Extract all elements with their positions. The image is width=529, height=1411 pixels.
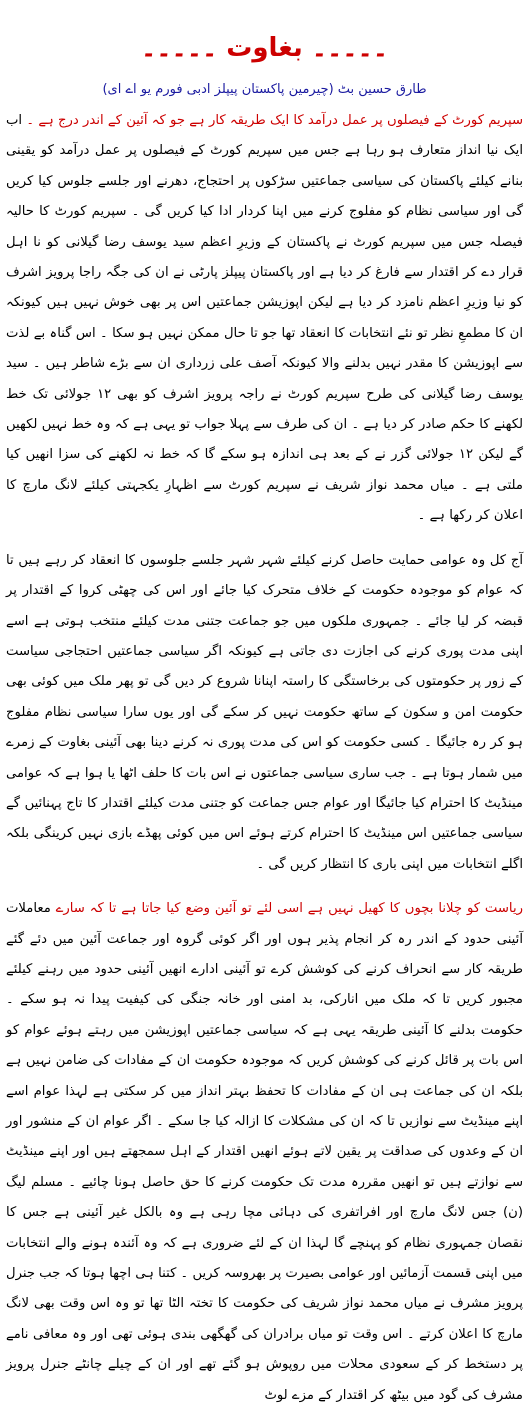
article-title: ۔۔۔۔۔ بغاوت ۔۔۔۔۔ xyxy=(141,33,388,63)
paragraph-body: اب ایک نیا انداز متعارف ہو رہا ہے جس میں سپریم کورٹ کے فیصلوں پر عمل درآمد کو یقینی بنانے کیلئے پاکستان کی سیاسی جماعتیں سڑکوں پر احتجاج، دھرنے اور جلسے جلوس کیا کریں گی اور سیاسی نظام کو مفلوج کرنے میں اپنا کردار ادا کیا کریں گی ۔ سپریم کورٹ کا حالیہ فیصلہ جس میں سپریم کورٹ نے پاکستان کے وزیرِ اعظم سید یوسف رضا گیلانی کو نا اہل قرار دے کر اقتدار سے فارغ کر دیا ہے اور پاکستان پیپلز پارٹی نے ان کی جگہ راجا پرویز اشرف کو نیا وزیرِ اعظم نامزد کر دیا ہے لیکن اپوزیشن جماعتیں اس پر بھی خوش نہیں ہیں کیونکہ ان کا مطمعِ نظر تو نئے انتخابات کا انعقاد تھا جو تا حال ممکن نہیں ہو سکا ۔ اس گناہ بے لذت سے اپوزیشن کا مقدر نہیں بدلنے والا کیونکہ آصف علی زرداری ان سے بڑے شاطر ہیں ۔ سید یوسف رضا گیلانی کی طرح سپریم کورٹ نے راجہ پرویز اشرف کو بھی ۱۲ جولائی تک خط لکھنے کا حکم صادر کر دیا ہے ۔ ان کی طرف سے پہلا جواب تو یہی ہے کہ وہ خط نہیں لکھیں گے لیکن ۱۲ جولائی گزر نے کے بعد ہی اندازہ ہو سکے گا کہ خط نہ لکھنے کی سزا انھیں کیا ملتی ہے ۔ میاں محمد نواز شریف نے سپریم کورٹ سے اظہارِ یکجہتی کیلئے لانگ مارچ کا اعلان کر رکھا ہے ۔ xyxy=(6,113,524,524)
article-paragraph xyxy=(6,106,523,532)
article-paragraph xyxy=(6,546,523,880)
article-paragraph xyxy=(6,894,523,1411)
paragraph-lead: سپریم کورٹ کے فیصلوں پر عمل درآمد کا ایک طریقہ کار ہے جو کہ آئین کے اندر درج ہے ۔ xyxy=(26,113,523,128)
paragraph-body: آج کل وہ عوامی حمایت حاصل کرنے کیلئے شہر شہر جلسے جلوسوں کا انعقاد کر رہے ہیں تا کہ عوام کو موجودہ حکومت کے خلاف متحرک کیا جائے اور اس کی چھٹی کروا کے اقتدار پر قبضہ کر لیا جائے ۔ جمہوری ملکوں میں جو جماعت جتنی مدت کیلئے منتخب ہوتی ہے اسے اپنی مدت پوری کرنے کی اجازت دی جاتی ہے کیونکہ اگر سیاسی جماعتیں احتجاجی سیاست کے زور پر حکومتوں کی برخاستگی کا راستہ اپنانا شروع کر دیں گی تو پھر ملک میں کوئی بھی حکومت امن و سکون کے ساتھ حکومت نہیں کر سکے گی اور یوں سارا سیاسی نظام مفلوج ہو کر رہ جائیگا ۔ کسی حکومت کو اس کی مدت پوری نہ کرنے دینا بھی آئینی بغاوت کے زمرے میں شمار ہوتا ہے ۔ جب ساری سیاسی جماعتوں نے اس بات کا حلف اٹھا یا ہوا ہے کہ عوامی مینڈیٹ کا احترام کیا جائیگا اور عوام جس جماعت کو جتنی مدت کیلئے اقتدار کا تاج پہنائیں گے سیاسی جماعتیں اس مینڈیٹ کا احترام کرتے ہوئے اس میں کوئی پھڈے بازی نہیں کرینگی بلکہ اگلے انتخابات میں اپنی باری کا انتظار کریں گی ۔ xyxy=(6,552,523,872)
paragraph-lead: ریاست کو چلانا بچوں کا کھیل نہیں ہے اسی لئے تو آئین وضع کیا جاتا ہے تا کہ سارے xyxy=(55,901,523,917)
paragraph-body: معاملات آئینی حدود کے اندر رہ کر انجام پذیر ہوں اور اگر کوئی گروہ اور جماعت آئین میں دئے گئے طریقہ کار سے انحراف کرنے کی کوشش کرے تو آئینی ادارے انھیں آئینی حدود میں رہنے کیلئے مجبور کریں تا کہ ملک میں انارکی، بد امنی اور خانہ جنگی کی کیفیت پیدا نہ ہو سکے ۔ حکومت بدلنے کا آئینی طریقہ یہی ہے کہ سیاسی جماعتیں اپوزیشن میں رہتے ہوئے عوام کو اس بات پر قائل کرنے کی کوشش کریں کہ موجودہ حکومت ان کے مفادات کی ضامن نہیں ہے بلکہ ان کی جماعت ہی ان کے مفادات کا تحفظ بہتر انداز میں کر سکتی ہے لہذا عوام اسے اپنے مینڈیٹ سے نوازیں تا کہ ان کی مشکلات کا ازالہ کیا جا سکے ۔ اگر عوام ان کے منشور اور ان کے وعدوں کی صداقت پر یقین لاتے ہوئے انھیں اقتدار کے اہل سمجھتے ہیں اور اپنے مینڈیٹ سے نوازتے ہیں تو انھیں مقررہ مدت تک حکومت کرنے کا حق حاصل ہونا چائیے ۔ مسلم لیگ (ن) جس لانگ مارچ اور افراتفری کی دہائی مچا رہی ہے وہ بالکل غیر آئینی ہے جس کا نقصان جمہوری نظام کو پہنچے گا لہذا ان کے لئے ضروری ہے کہ وہ آئندہ ہونے والے انتخابات میں اپنی قسمت آزمائیں اور عوامی بصیرت پر بھروسہ کریں ۔ کتنا ہی اچھا ہوتا کہ جب جنرل پرویز مشرف نے میاں محمد نواز شریف کی حکومت کا تختہ الٹا تھا تو وہ اس وقت بھی لانگ مارچ کا اعلان کرتے ۔ اس وقت تو میاں برادران کی گھگھی بندی ہوئی تھی اور وہ معافی نامے پر دستخط کر کے سعودی محلات میں روپوش ہو گئے تھے اور ان کے چیلے چانٹے جنرل پرویز مشرف کی گود میں بیٹھ کر اقتدار کے مزے لوٹ xyxy=(6,901,523,1403)
article-byline: طارق حسین بٹ (چیرمین پاکستان پیپلز ادبی فورم یو اے ای) xyxy=(102,82,427,97)
